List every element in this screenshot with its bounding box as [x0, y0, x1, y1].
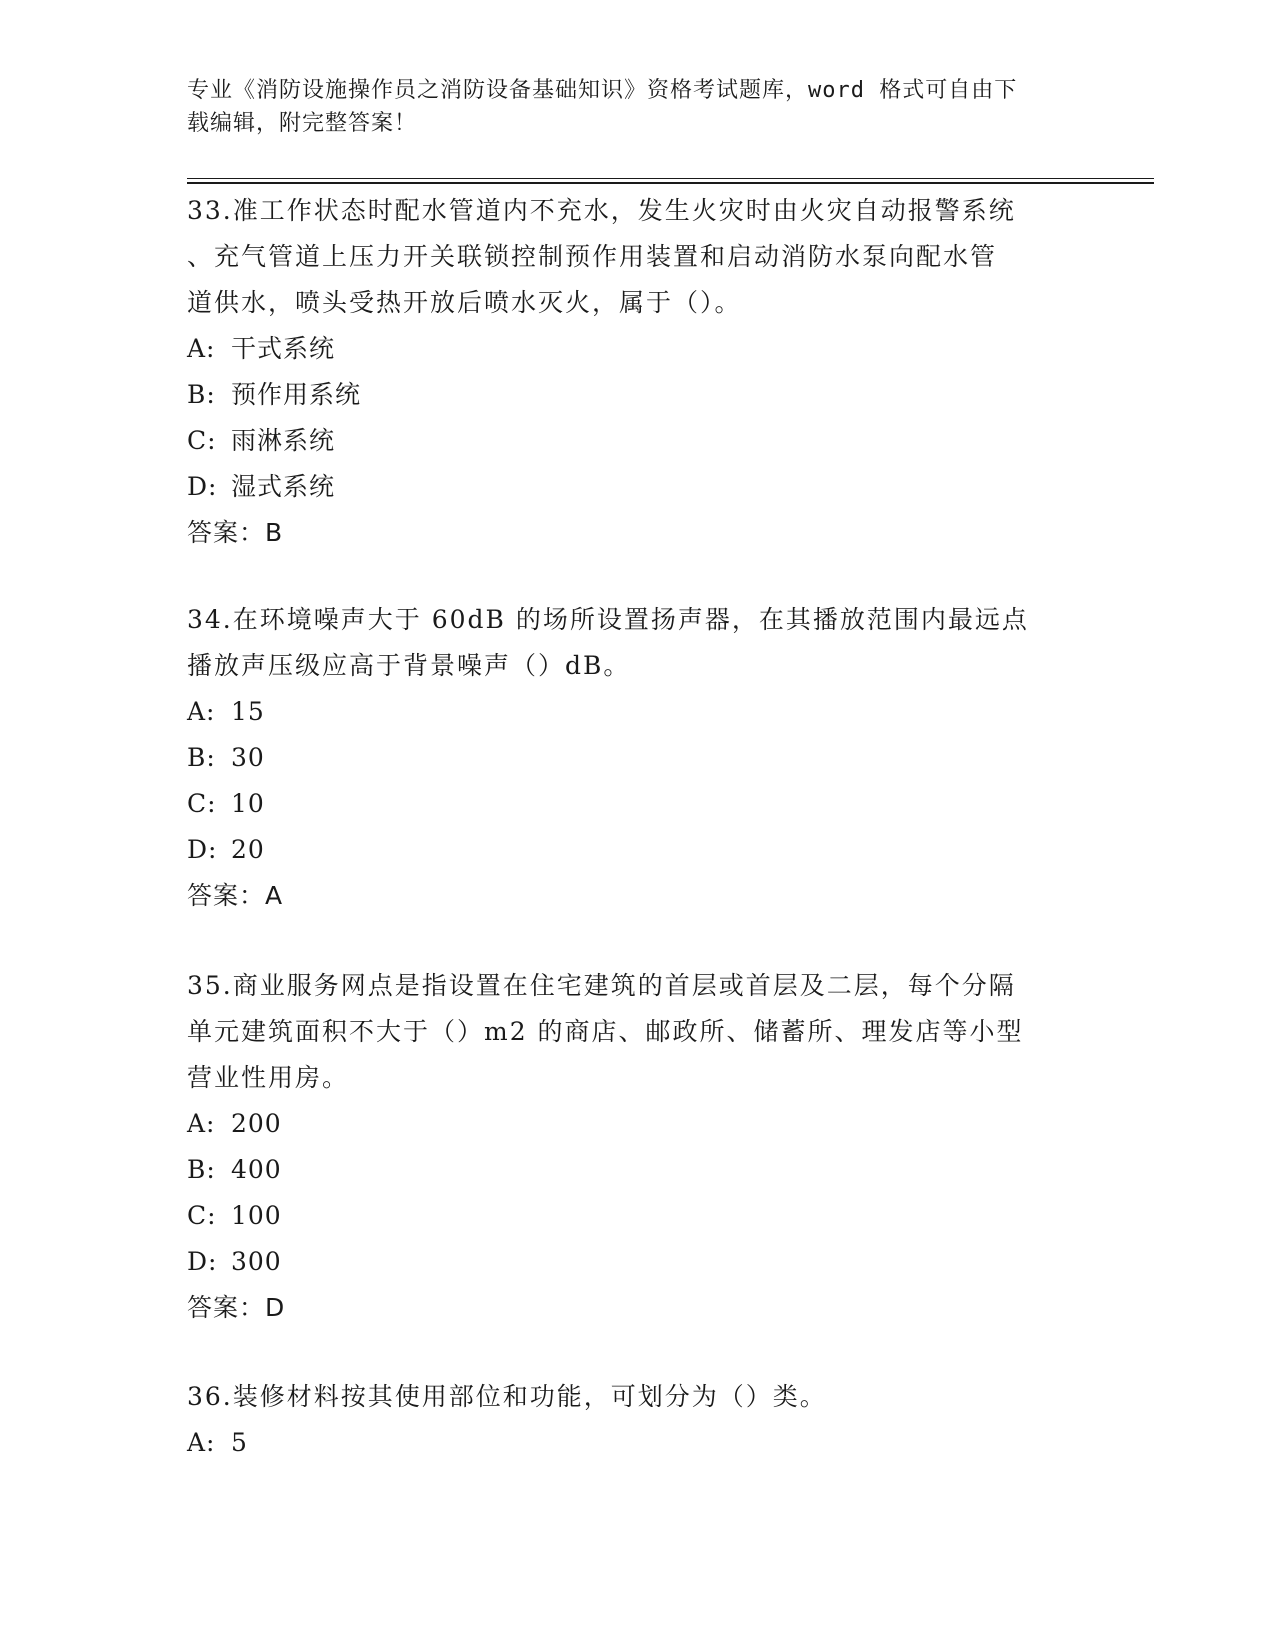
option-d: D: 300 [187, 1247, 282, 1276]
question-stem-line: 36.装修材料按其使用部位和功能，可划分为（）类。 [187, 1382, 827, 1411]
option-b: B: 30 [187, 743, 265, 772]
question-stem-line: 营业性用房。 [187, 1063, 350, 1092]
question-stem-line: 33.准工作状态时配水管道内不充水，发生火灾时由火灾自动报警系统 [187, 196, 1016, 225]
option-d: D: 20 [187, 835, 265, 864]
question-35 [187, 963, 1087, 1331]
option-c: C: 100 [187, 1201, 282, 1230]
document-header [187, 74, 1067, 140]
header-divider-thin [187, 178, 1154, 179]
header-divider-thick [187, 182, 1154, 184]
option-b: B: 400 [187, 1155, 282, 1184]
answer-line: 答案：D [187, 1293, 286, 1322]
header-line-2: 载编辑，附完整答案！ [187, 111, 418, 136]
question-stem-line: 、充气管道上压力开关联锁控制预作用装置和启动消防水泵向配水管 [187, 242, 998, 271]
question-34 [187, 597, 1087, 919]
option-a: A: 干式系统 [187, 334, 336, 363]
header-line-1: 专业《消防设施操作员之消防设备基础知识》资格考试题库，word 格式可自由下 [187, 78, 1018, 103]
option-d: D: 湿式系统 [187, 472, 336, 501]
option-c: C: 10 [187, 789, 265, 818]
option-c: C: 雨淋系统 [187, 426, 336, 455]
option-a: A: 15 [187, 697, 265, 726]
question-stem-line: 35.商业服务网点是指设置在住宅建筑的首层或首层及二层，每个分隔 [187, 971, 1016, 1000]
option-a: A: 200 [187, 1109, 282, 1138]
question-stem-line: 道供水，喷头受热开放后喷水灭火，属于（）。 [187, 288, 742, 317]
question-stem-line: 播放声压级应高于背景噪声（）dB。 [187, 651, 631, 680]
option-b: B: 预作用系统 [187, 380, 362, 409]
question-stem-line: 34.在环境噪声大于 60dB 的场所设置扬声器，在其播放范围内最远点 [187, 605, 1029, 634]
question-stem-line: 单元建筑面积不大于（）m2 的商店、邮政所、储蓄所、理发店等小型 [187, 1017, 1024, 1046]
question-36 [187, 1374, 1087, 1466]
answer-line: 答案：B [187, 518, 284, 547]
answer-line: 答案：A [187, 881, 284, 910]
option-a: A: 5 [187, 1428, 248, 1457]
question-33 [187, 188, 1087, 556]
